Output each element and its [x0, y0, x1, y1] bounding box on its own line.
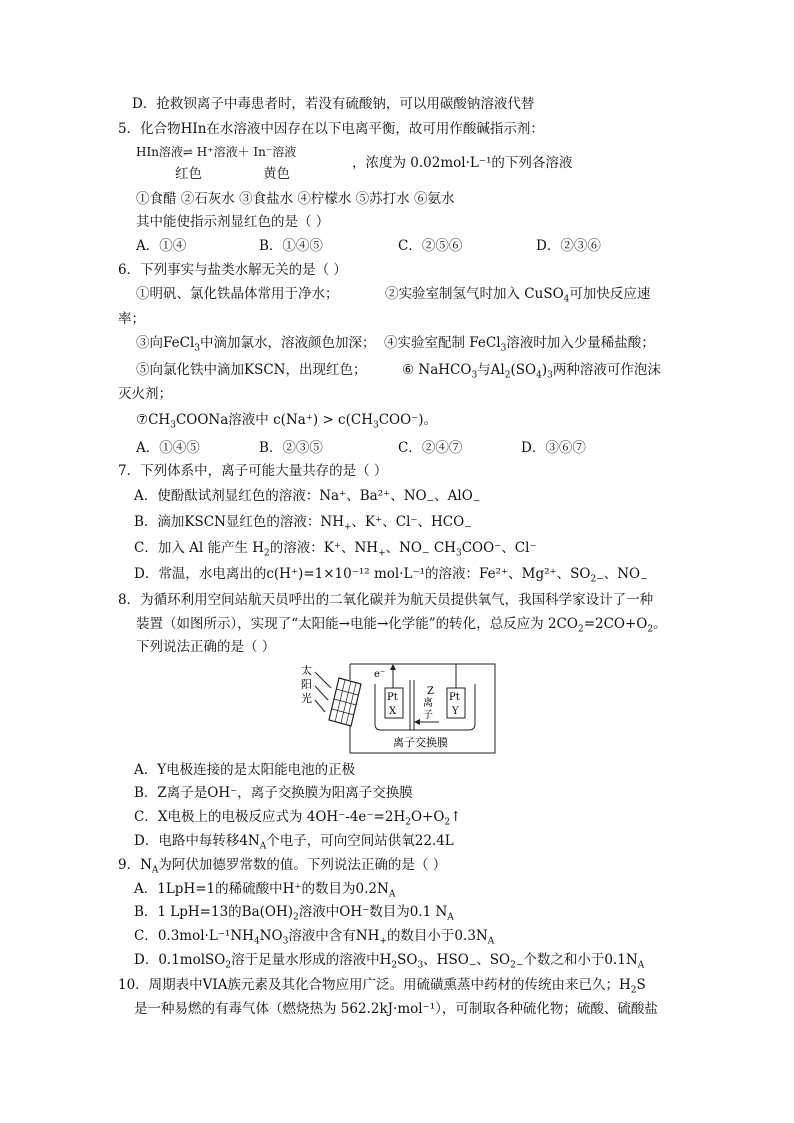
- q6-item-6: ⑥ NaHCO$_3$与$Al_2(SO_4)_3$两种溶液可作泡沫: [402, 362, 661, 381]
- q8-fig-electrode-y-label: Y: [452, 706, 459, 717]
- q8-fig-solar-panel: [329, 678, 361, 726]
- q8-option-d: D．电路中每转移$4N_A$个电子，可向空间站供氧22.4L: [134, 833, 454, 852]
- q8-fig-ray-2: [315, 686, 328, 700]
- q6-item-1: ①明矾、氯化铁晶体常用于净水；: [136, 286, 339, 302]
- q6-option-d: D．③⑥⑦: [521, 440, 586, 456]
- q8-fig-ray-1: [315, 672, 331, 688]
- q5-color-red: 红色: [175, 166, 202, 182]
- q9-option-b: B．1 LpH=13的$Ba(OH)_2$溶液中OH⁻数目为0.1 $N_A$: [134, 904, 454, 923]
- q8-option-c: C．X电极上的电极反应式为 $4OH^--4e^-=2H_2O+O_2↑$: [134, 809, 462, 828]
- q8-fig-electrode-x-label: X: [389, 706, 397, 717]
- q5-stem: 5．化合物HIn在水溶液中因存在以下电离平衡，故可用作酸碱指示剂：: [118, 121, 544, 137]
- q8-fig-electron-arrowhead: [390, 664, 396, 670]
- q5-option-d: D．②③⑥: [536, 238, 601, 254]
- q8-fig-electrode-x-pt: Pt: [387, 692, 398, 703]
- q6-option-b: B．②③⑤: [259, 440, 323, 456]
- q9-option-d: D．0.1molSO$_2$溶于足量水形成的溶液中$H_2SO_3$、$HSO_-$、$SO_{2-}$个数之和小于$0.1N_A$: [134, 952, 645, 971]
- q8-fig-electrode-y-pt: Pt: [449, 692, 460, 703]
- q5-option-b: B．①④⑤: [259, 238, 323, 254]
- q8-fig-z-ion-2: 子: [423, 710, 433, 721]
- q4-option-d: D．抢救钡离子中毒患者时，若没有硫酸钠，可以用碳酸钠溶液代替: [132, 96, 535, 112]
- q6-item-2: ②实验室制氢气时加入 CuSO$_4$可加快反应速: [385, 286, 651, 305]
- q6-item-5: ⑤向氯化铁中滴加KSCN，出现红色；: [136, 362, 367, 378]
- q6-item-2-cont: 率；: [118, 311, 145, 327]
- q10-line-1: 10．周期表中VIA族元素及其化合物应用广泛。用硫磺熏蒸中药材的传统由来已久；$H_2S$: [118, 977, 646, 996]
- q5-option-c: C．②⑤⑥: [398, 238, 463, 254]
- q6-item-6-cont: 灭火剂；: [118, 386, 172, 402]
- q9-option-c: C．$0.3mol\cdot L^{-1}NH_4NO_3$溶液中含有$NH_+$的数目小于$0.3N_A$: [134, 928, 495, 947]
- q6-item-4: ④实验室配制 FeCl$_3$溶液时加入少量稀盐酸；: [384, 335, 655, 354]
- q6-item-7: $⑦CH_3COONa$溶液中 $c(Na^+) > c(CH_3COO^-)$。: [136, 412, 438, 431]
- q8-electrolysis-diagram: [295, 658, 505, 754]
- q8-fig-z-ion-1: 离: [423, 698, 433, 709]
- q8-option-b: B．Z离子是OH⁻，离子交换膜为阳离子交换膜: [134, 785, 413, 801]
- q7-option-b: B．滴加KSCN显红色的溶液：$NH_+$、K⁺、Cl⁻、$HCO_-$: [134, 514, 472, 533]
- q5-color-yellow: 黄色: [263, 166, 290, 182]
- q5-option-a: A．①④: [136, 238, 187, 254]
- q6-option-c: C．②④⑦: [398, 440, 463, 456]
- q8-fig-sun-3: 光: [301, 692, 312, 705]
- q9-option-a: A．1LpH=1的稀硫酸中H⁺的数目为$0.2N_A$: [134, 881, 396, 900]
- q7-stem: 7．下列体系中，离子可能大量共存的是（ ）: [118, 463, 388, 479]
- q5-solution-list: ①食醋 ②石灰水 ③食盐水 ④柠檬水 ⑤苏打水 ⑥氨水: [136, 191, 455, 207]
- q8-fig-ion-arrowhead: [414, 719, 420, 725]
- q8-stem-line-3: 下列说法正确的是（ ）: [136, 639, 276, 655]
- q5-concentration: ，浓度为 0.02mol·L⁻¹的下列各溶液: [352, 155, 573, 171]
- q8-fig-electron-label: e⁻: [374, 669, 386, 680]
- q5-question: 其中能使指示剂显红色的是（ ）: [136, 214, 330, 230]
- q8-fig-ray-3: [315, 700, 325, 712]
- q8-fig-sun-2: 阳: [301, 678, 312, 691]
- q8-fig-z-label: Z: [427, 686, 434, 697]
- q8-fig-membrane-label: 离子交换膜: [393, 736, 448, 749]
- q6-option-a: A．①④⑤: [136, 440, 200, 456]
- q7-option-c: C．加入 Al 能产生 $H_2$的溶液：K⁺、$NH_+$、$NO_-$ $CH_3COO^-$、Cl⁻: [134, 540, 537, 559]
- q8-stem-line-1: 8．为循环利用空间站航天员呼出的二氧化碳并为航天员提供氧气，我国科学家设计了一种: [118, 592, 654, 608]
- q10-line-2: 是一种易燃的有毒气体（燃烧热为 562.2kJ·mol⁻¹），可制取各种硫化物；硫酸、硫酸盐: [134, 1001, 658, 1017]
- q8-stem-line-2: 装置（如图所示），实现了“太阳能→电能→化学能”的转化，总反应为 $2CO_2=2CO+O_2$。: [136, 616, 667, 635]
- q7-option-a: A．使酚酞试剂显红色的溶液：Na⁺、Ba²⁺、$NO_-$、AlO$_-$: [134, 488, 481, 507]
- q8-diagram-svg: [295, 658, 505, 754]
- q7-option-d: D．常温，水电离出的c(H⁺)=1×10⁻¹² mol·L⁻¹的溶液：Fe²⁺、Mg²⁺、$SO_{2-}$、$NO_-$: [134, 566, 648, 585]
- q5-equation: HIn溶液⇌ H⁺溶液＋ In⁻溶液: [136, 145, 297, 159]
- q6-stem: 6．下列事实与盐类水解无关的是（ ）: [118, 262, 347, 278]
- q6-item-3: ③向FeCl$_3$中滴加氯水，溶液颜色加深；: [136, 335, 376, 354]
- q8-option-a: A．Y电极连接的是太阳能电池的正极: [134, 762, 356, 778]
- q9-stem: 9．$N_A$为阿伏加德罗常数的值。下列说法正确的是（ ）: [118, 857, 447, 876]
- q8-fig-sun-1: 太: [301, 664, 312, 677]
